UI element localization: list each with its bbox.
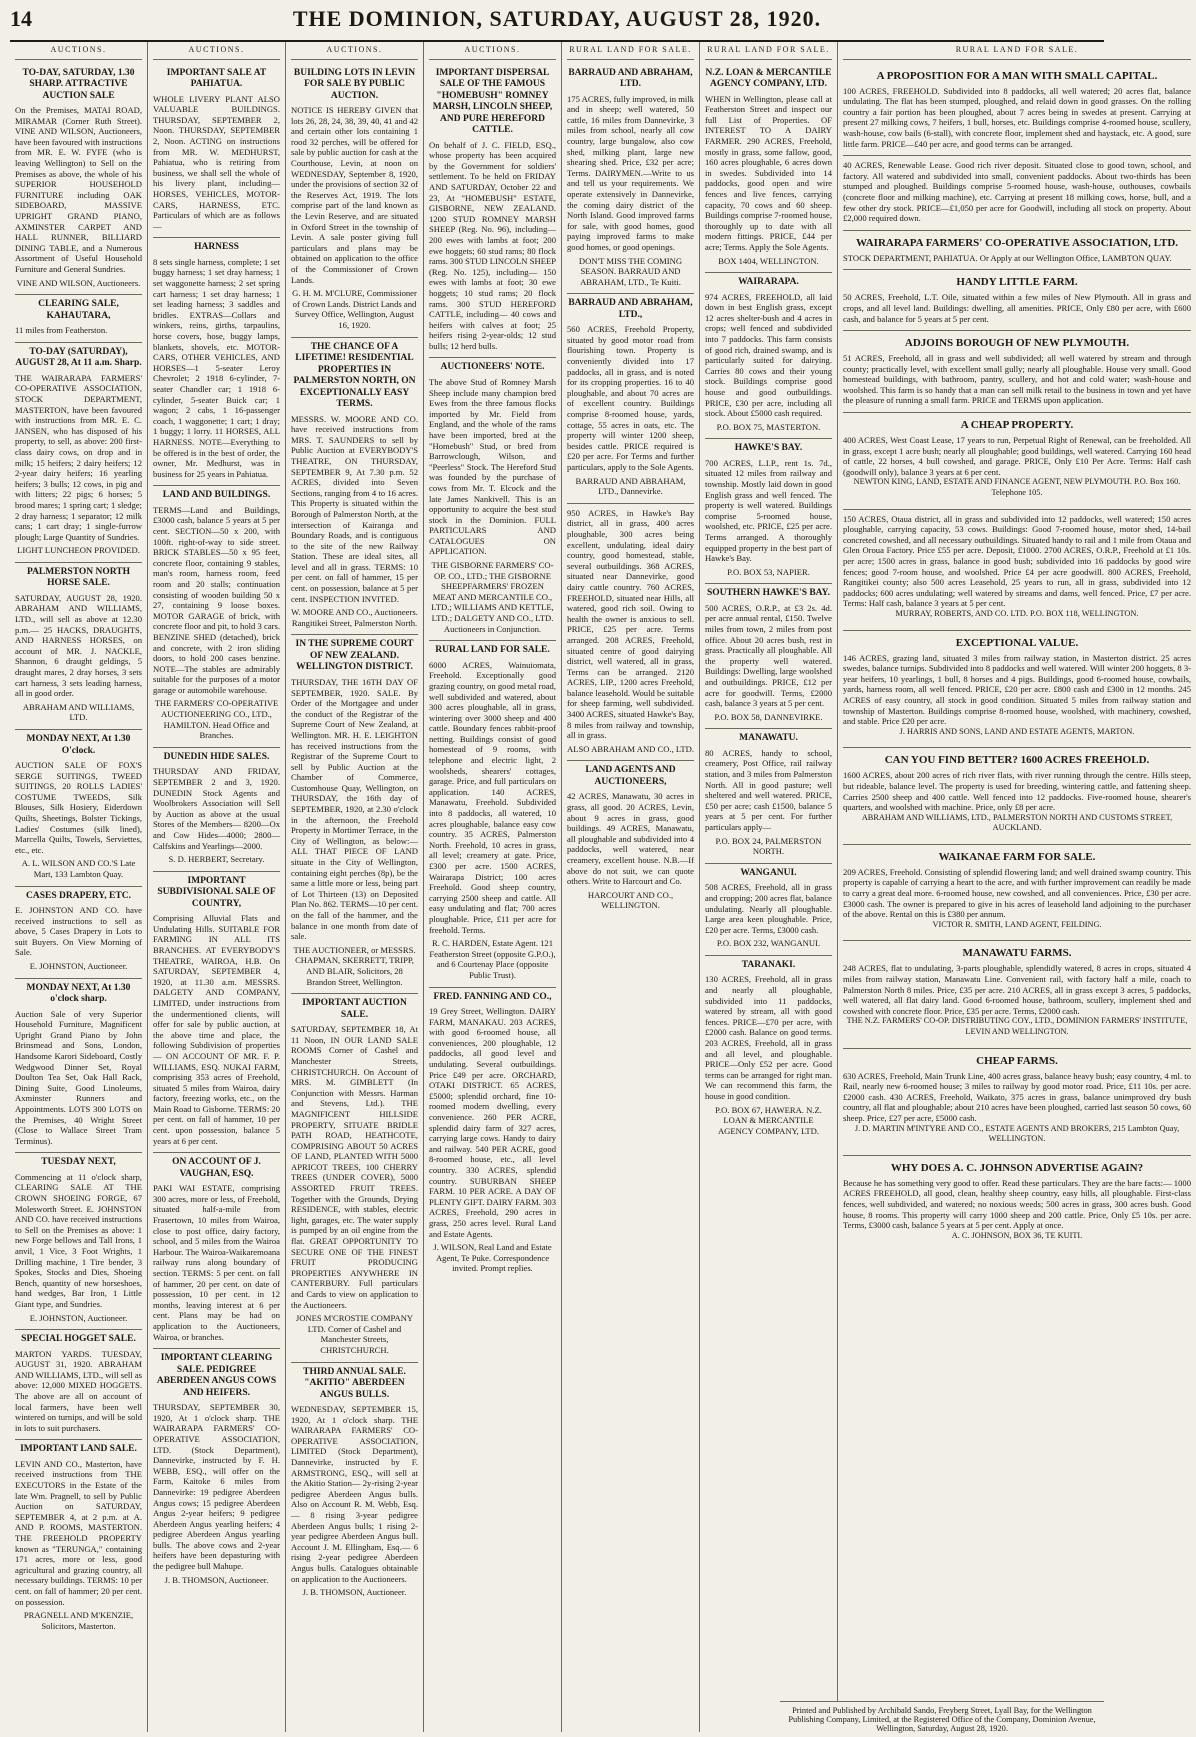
advertisement xyxy=(15,295,142,343)
advertisement xyxy=(429,641,556,987)
ad-body: SATURDAY, AUGUST 28, 1920. ABRAHAM AND WILLIAMS, LTD., will sell as above at 12.30 p.m.— 25 HACKS, DRAUGHTS, AND HARNESS HORSES, on account of MR. J. NACKLE, Shannon, 6 draught geldings, 5 draught mares, 2 dray horses, 3 sets cart harness, 3 sets leading harness, all in good order. xyxy=(15,592,142,699)
ad-body: THURSDAY, THE 16TH DAY OF SEPTEMBER, 1920. SALE. By Order of the Mortgagee and under the conduct of the Registrar of the Supreme Court of New Zealand, at Wellington. MR. H. E. LEIGHTON has received instructions from the Registrar of the Supreme Court to sell by Public Auction at the Chamber of Commerce, Customhouse Quay, Wellington, on THURSDAY, the 16th day of SEPTEMBER, 1920, at 2.30 o'clock in the afternoon, the Freehold Property in Mortimer Terrace, in the City of Wellington, as below:— ALL THAT PIECE OF LAND situate in the City of Wellington, containing eight perches (8p), be the same a little more or less, being part of Lot Thirteen (13) on Deposited Plan No. 862. TERMS—10 per cent. on the fall of the hammer, and the balance in one month from date of sale. xyxy=(291,676,418,942)
ad-title: PALMERSTON NORTH HORSE SALE. xyxy=(26,566,131,589)
ad-body: The above Stud of Romney Marsh Sheep include many champion bred Ewes from the three famous flocks imported by Mr. Field from England, and the whole of the rams have been imported, bred at the "Homebush" Stud, or bred from Barrowclough, Wilson, and "Peerless" Stock. The Hereford Stud was founded by the purchase of cows from Mr. T. Elcock and the late James Nankivell. This is an opportunity to acquire the best stud stock in the Dominion. FULL PARTICULARS AND CATALOGUES ON APPLICATION. xyxy=(429,376,556,557)
ad-body: WEDNESDAY, SEPTEMBER 15, 1920, At 1 o'clock sharp. THE WAIRARAPA FARMERS' CO-OPERATIVE ASSOCIATION, LIMITED (Stock Department), Dannevirke, instructed by F. ARMSTRONG, ESQ., will sell at the Akitio Station— 2y-rising 2-year pedigree Aberdeen Angus bulls. Also on Account R. M. Webb, Esq.— 8 rising 3-year pedigree Aberdeen Angus bulls; 1 rising 2-year pedigree Aberdeen Angus bull. Account J. M. Ellingham, Esq.— 6 rising 2-year pedigree Aberdeen Angus bulls. Catalogues obtainable on application to the Auctioneers. xyxy=(291,1404,418,1584)
ad-body: 209 ACRES, Freehold. Consisting of splendid flowering land; and well drained swamp country. This property is capable of carrying a heart to the acre, and with further improvement can readily be made to carry a great deal more. 6-roomed house, new cowshed, and all conveniences. Price, £30 per acre. £3000 cash. The owner is prepared to give in his acres of leasehold land adjoining to the purchaser of the above. Rental on this is £380 per annum. xyxy=(843,866,1191,920)
ad-body: E. JOHNSTON AND CO. have received instructions to sell as above, 5 Cases Drapery in Lots to suit Buyers. On View Morning of Sale. xyxy=(15,905,142,958)
ad-body: LEVIN AND CO., Masterton, have received instructions from THE EXECUTORS in the Estate of the late Wm. Pragnell, to sell by Public Auction on SATURDAY, SEPTEMBER 4, at 2 p.m. at A. AND P. ROOMS, MASTERTON. THE FREEHOLD PROPERTY known as "TERUNGA," containing 171 acres, more or less, good agricultural and grazing country, all necessary buildings. TERMS: 10 per cent. on fall of hammer; 20 per cent. on possession. xyxy=(15,1458,142,1607)
ad-body: 400 ACRES, West Coast Lease, 17 years to run, Perpetual Right of Renewal, can be freeholded. All in grass, except 1 acre bush; nearly all ploughable; good buildings, well watered. Carrying 160 head of cattle, 22 horses, 4 bull cowshed, and garage. PRICE, Only £10 Per Acre. Terms: Half cash (goodwill only), balance 3 years at 6 per cent. xyxy=(843,435,1191,477)
masthead xyxy=(10,6,1104,42)
ad-title: BARRAUD AND ABRAHAM, LTD. xyxy=(568,67,693,90)
advertisement xyxy=(153,238,280,486)
advertisement xyxy=(705,956,832,1142)
ad-body: STOCK DEPARTMENT, PAHIATUA. Or Apply at our Wellington Office, LAMBTON QUAY. xyxy=(843,252,1172,263)
ad-title: LAND AND BUILDINGS. xyxy=(162,490,271,501)
ad-body: Comprising Alluvial Flats and Undulating Hills. SUITABLE FOR FARMING IN ALL ITS BRANCHES. AT EVERYBODY'S THEATRE, WAIROA, H.B. On SATURDAY, SEPTEMBER 4, 1920, at 11.30 a.m. MESSRS. DALGETY AND COMPANY, LIMITED, under instructions from the undermentioned clients, will offer for sale by public auction, at the above time and place, the following Subdivision of properties— ON ACCOUNT OF MR. F. P. WILLIAMS, ESQ. NUKAI FARM, comprising 353 acres of Freehold, situated 5 miles from Wairoa, dairy factory, freezing works, etc., on the Main Road to Gisborne. TERMS: 20 per cent. on fall of hammer, 10 per cent. upon possession, balance 5 years at 6 per cent. xyxy=(153,913,280,1146)
column-1 xyxy=(10,42,148,1732)
advertisement xyxy=(843,941,1191,1048)
advertisement xyxy=(843,1049,1191,1156)
ad-body: Commencing at 11 o'clock sharp, CLEARING SALE AT THE CROWN SHOEING FORGE, 67 Molesworth Street. E. JOHNSTON AND CO. have received instructions to Sell on the Premises as above: 1 new Forge bellows and Tall Irons, 1 anvil, 1 Vice, 3 Foot Wrights, 1 Drilling machine, 1 Tire bender, 3 Spokes, Stocks and Dies, Shoeing Bench, quantity of new horseshoes, hand wedges, Bar Iron, 1 Little Giant type, and Sundries. xyxy=(15,1171,142,1309)
advertisement xyxy=(843,331,1191,413)
column-7 xyxy=(838,42,1196,1732)
ad-signature: J. D. MARTIN M'INTYRE AND CO., ESTATE AGENTS AND BROKERS, 215 Lambton Quay, WELLINGTON. xyxy=(854,1123,1180,1144)
ad-body: 146 ACRES, grazing land, situated 3 miles from railway station, in Masterton district. 25 acres swedes, balance turnips. Subdivided into 8 paddocks and well watered. Will winter 200 hoggets, 8 3-year heifers, 10 yearlings, 1 bull, 8 horses and 4 pigs. Buildings, good 6-roomed house, cowbails, yards, harness room, all well fenced. PRICE, £20 per acre. £800 cash and £300 in 12 months. 245 ACRES of easy country, all stock in good condition. Situated 5 miles from railway station and township of Masterton. Buildings comprise 8-roomed house, woolshed, with machinery, cowshed, and stable. Price £20 per acre. xyxy=(843,652,1191,727)
ad-title: THE CHANCE OF A LIFETIME! RESIDENTIAL PROPERTIES IN PALMERSTON NORTH, ON EXCEPTIONALLY EASY TERMS. xyxy=(293,341,416,410)
advertisement xyxy=(843,631,1191,749)
ad-body: 508 ACRES, Freehold, all in grass and cropping; 200 acres flat, balance undulating. Nearly all ploughable. Large area keen ploughable. Price, £20 per acre. Terms, £3000 cash. xyxy=(705,882,832,935)
ad-signature: J. WILSON, Real Land and Estate Agent, Te Puke. Correspondence invited. Prompt replies. xyxy=(433,1242,552,1274)
ad-body: 150 ACRES, Otaua district, all in grass and subdivided into 12 paddocks, well watered; 150 acres ploughable, carrying capacity, 53 cows. Buildings: Good 7-roomed house, motor shed, 14-bail concreted cowshed, and all necessary outbuildings. Situated handy to rail and 1 mile from Otaua and Glen Oroua Factory. Price £55 per acre. Deposit, £1000. 2700 ACRES, O.R.P., Freehold at £1 10s. per acre; 1500 acres in grass, balance in good bush; subdivided into 16 paddocks by good wire fences; good 7-room house, and woolshed. Price £4 per acre goodwill. 800 ACRES, Freehold, Rangitikei county; also 500 acres Leasehold, 25 years to run, all in grass, subdivided into 12 paddocks; 600 acres undulating; well watered by streams and dams, well fenced. Price, £7 per acre. Terms: Half cash, balance 3 years at 5 per cent. xyxy=(843,513,1191,609)
column-heading: RURAL LAND FOR SALE. xyxy=(567,42,694,60)
ad-body: 11 miles from Featherston. xyxy=(15,325,108,336)
advertisement xyxy=(843,156,1191,231)
ad-body: 700 ACRES, L.I.P., rent 1s. 7d., situated 12 miles from railway and township. Mostly laid down in good English grass and well fenced. The property is well watered. Buildings comprise 5-roomed house, woolshed, etc. PRICE, £25 per acre. Terms arranged. A thoroughly equipped property in the best part of Hawke's Bay. xyxy=(705,457,832,564)
advertisement xyxy=(429,358,556,641)
advertisement xyxy=(153,1349,280,1591)
advertisement xyxy=(291,64,418,338)
ad-signature: LIGHT LUNCHEON PROVIDED. xyxy=(17,545,140,556)
column-4 xyxy=(424,42,562,1732)
ad-title: WANGANUI. xyxy=(740,867,797,878)
ad-title: ADJOINS BOROUGH OF NEW PLYMOUTH. xyxy=(904,337,1130,350)
ad-signature: G. H. M. M'CLURE, Commissioner of Crown Lands. District Lands and Survey Office, Wellington, August 16, 1920. xyxy=(292,288,417,330)
ad-title: IMPORTANT SUBDIVISIONAL SALE OF COUNTRY, xyxy=(157,875,276,909)
ad-signature: THE FARMERS' CO-OPERATIVE AUCTIONEERING CO., LTD., HAMILTON. Head Office and Branches. xyxy=(154,698,279,741)
ad-title: MONDAY NEXT, At 1.30 O'clock. xyxy=(26,734,131,756)
advertisement xyxy=(15,887,142,979)
ad-signature: W. MOORE AND CO., Auctioneers. Rangitikei Street, Palmerston North. xyxy=(291,607,418,628)
ad-title: WHY DOES A. C. JOHNSON ADVERTISE AGAIN? xyxy=(890,1161,1144,1174)
ad-signature: A. L. WILSON AND CO.'S Late Mart, 133 Lambton Quay. xyxy=(21,858,136,879)
ad-body: 560 ACRES, Freehold Property, situated by good motor road from flourishing town. Property is conveniently divided into 17 paddocks, all in grass, and is noted for its cropping properties. 16 to 40 ploughable, and about 70 acres are of excellent country. Buildings comprise 8-roomed house, yards, cottage, 55 acres in oats, etc. The property will winter 1200 sheep, besides cattle. PRICE required is £20 per acre. For Terms and further particulars, apply to the Sole Agents. xyxy=(567,324,694,472)
ad-signature: J. HARRIS AND SONS, LAND AND ESTATE AGENTS, MARTON. xyxy=(899,726,1135,736)
ad-title: IN THE SUPREME COURT OF NEW ZEALAND. WELLINGTON DISTRICT. xyxy=(295,639,414,673)
column-heading: RURAL LAND FOR SALE. xyxy=(705,42,832,60)
ad-title: BARRAUD AND ABRAHAM, LTD., xyxy=(568,298,693,320)
advertisement xyxy=(705,439,832,584)
advertisement xyxy=(705,64,832,274)
column-2 xyxy=(148,42,286,1732)
ad-signature: JONES M'CROSTIE COMPANY LTD. Corner of Cashel and Manchester Streets, CHRISTCHURCH. xyxy=(295,1313,414,1355)
ad-body: 19 Grey Street, Wellington. DAIRY FARM, MANAKAU. 203 ACRES, with good 6-roomed house, all conveniences, 200 ploughable, 12 paddocks, all good level and undulating. Several outbuildings. Price £49 per acre. ORCHARD, OTAKI DISTRICT. 65 ACRES, £5000; splendid orchard, fine 10-roomed modern dwelling, every convenience. 260 PER ACRE, splendid dairy farm of 327 acres, carrying large cows. Handy to dairy and railway. 540 PER ACRE, good 8-roomed house, etc., all level country. 330 ACRES, splendid country. SUBURBAN SHEEP FARM. 10 PER ACRE. A DAY OF PLENTY GIFT. DAIRY FARM. 303 ACRES, Freehold, 290 acres in grass, 250 acres level. Rural Land and Estate Agents. xyxy=(429,1006,556,1239)
ad-signature: ALSO ABRAHAM AND CO., LTD. xyxy=(567,743,694,754)
advertisement xyxy=(15,1330,142,1440)
ad-signature: THE GISBORNE FARMERS' CO-OP. CO., LTD.; THE GISBORNE SHEEPFARMERS' FROZEN MEAT AND MERCANTILE CO., LTD.; WILLIAMS AND KETTLE, LTD.; DALGETY AND CO., LTD. Auctioneers in Conjunction. xyxy=(431,560,554,634)
ad-title: SOUTHERN HAWKE'S BAY. xyxy=(706,588,831,599)
ad-signature: J. B. THOMSON, Auctioneer. xyxy=(164,1574,269,1585)
ad-title: CLEARING SALE, KAHAUTARA, xyxy=(38,299,119,321)
ad-body: WHOLE LIVERY PLANT ALSO VALUABLE BUILDINGS. THURSDAY, SEPTEMBER 2, Noon. THURSDAY, SEPTEMBER 2, Noon. ACTING on instructions from MR. W. MEDHURST, Pahiatua, who is retiring from business, we shall sell the whole of his livery plant, including— HORSES, VEHICLES, MOTOR-CARS, HARNESS, ETC. Particulars of which are as follows— xyxy=(153,93,280,231)
ad-title: IMPORTANT LAND SALE. xyxy=(20,1444,137,1455)
ad-title: WAIRARAPA FARMERS' CO-OPERATIVE ASSOCIATION, LTD. xyxy=(855,236,1179,249)
advertisement xyxy=(15,1153,142,1330)
advertisement xyxy=(153,64,280,239)
advertisement xyxy=(291,338,418,636)
advertisement xyxy=(705,729,832,863)
advertisement xyxy=(567,64,694,295)
ad-signature: P.O. BOX 58, DANNEVIRKE. xyxy=(714,711,823,722)
newspaper-title: THE DOMINION, SATURDAY, AUGUST 28, 1920. xyxy=(292,6,822,31)
ad-signature: P.O. BOX 53, NAPIER. xyxy=(727,566,810,577)
ad-title: A CHEAP PROPERTY. xyxy=(960,419,1074,432)
advertisement xyxy=(843,231,1191,271)
ad-body: THE WAIRARAPA FARMERS' CO-OPERATIVE ASSOCIATION, STOCK DEPARTMENT, MASTERTON, have been favoured with instructions from MR. E. C. JANSEN, who has disposed of his property, to sell, as above: 200 first-class dairy cows, on drop and in milk; 15 heifers; 2 dairy heifers; 12 2-year dairy heifers; 16 yearling heifers; 3 bulls; 12 cows, in pig and with litters; 22 pigs; 6 horses; 5 brood mares; 1 spring cart; 1 sledge; 2 dray harness; 1 separator; 12 milk cans; 1 cart dray; 1 single-furrow plough; Large Quantity of Sundries. xyxy=(15,372,142,542)
ad-body: SATURDAY, SEPTEMBER 18, At 11 Noon, IN OUR LAND SALE ROOMS Corner of Cashel and Manchester Streets, CHRISTCHURCH. On Account of MRS. M. GIMBLETT (In Conjunction with Messrs. Harman and Stevens, Ltd.). THE MAGNIFICENT HILLSIDE PROPERTY, SITUATE BRIDLE PATH ROAD, HEATHCOTE, COMPRISING ABOUT 50 ACRES OF LAND, PLANTED WITH 5000 APRICOT TREES, 100 CHERRY TREES (UNDER COVER), 5000 ASSORTED FRUIT TREES. Together with the Grounds, Drying RESIDENCE, with stables, electric light, garages, etc. The water supply is pumped by an oil engine from the flat. GREAT OPPORTUNITY TO SECURE ONE OF THE FINEST FRUIT PRODUCING PROPERTIES ANYWHERE IN CANTERBURY. Full particulars and Cards to view on application to the Auctioneers. xyxy=(291,1024,418,1310)
column-heading: AUCTIONS. xyxy=(15,42,142,60)
ad-body: 50 ACRES, Freehold, L.T. Oile, situated within a few miles of New Plymouth. All in grass and crops, and all level land. Buildings: dwelling, all amenities. PRICE, Only £80 per acre, with £600 cash, and balance for 5 years at 5 per cent. xyxy=(843,292,1191,324)
advertisement xyxy=(843,1156,1191,1252)
ad-signature: VINE AND WILSON, Auctioneers. xyxy=(16,277,141,288)
ad-body: MARTON YARDS. TUESDAY, AUGUST 31, 1920. ABRAHAM AND WILLIAMS, LTD., will sell as above: 12,000 MIXED HOGGETS. The above are all on account of local farmers, have been well wintered on turnips, and will be sold in lots to suit purchasers. xyxy=(15,1348,142,1433)
ad-signature: THE AUCTIONEER, or MESSRS. CHAPMAN, SKERRETT, TRIPP, AND BLAIR, Solicitors, 28 Brandon Street, Wellington. xyxy=(293,944,416,987)
advertisement xyxy=(567,294,694,504)
advertisement xyxy=(843,64,1191,157)
advertisement xyxy=(153,1153,280,1349)
advertisement xyxy=(843,270,1191,331)
advertisement xyxy=(429,64,556,359)
ad-signature: P.O. BOX 75, MASTERTON. xyxy=(716,421,821,432)
advertisement xyxy=(567,504,694,762)
ad-body: 42 ACRES, Manawatu, 30 acres in grass, all good. 20 ACRES, Levin, about 9 acres in grass, good buildings. 49 ACRES, Manawatu, all ploughable and subdivided into 4 paddocks, well watered, near creamery, excellent house. N.B.—If above do not suit, we can quote others. Write to Harcourt and Co. xyxy=(567,791,694,887)
ad-signature: ABRAHAM AND WILLIAMS, LTD., PALMERSTON NORTH AND CUSTOMS STREET, AUCKLAND. xyxy=(861,812,1173,833)
columns-container xyxy=(10,42,1191,1732)
advertisement xyxy=(291,1363,418,1604)
ad-signature: R. C. HARDEN, Estate Agent. 121 Featherston Street (opposite G.P.O.), and 6 Courtenay Place (opposite Public Trust). xyxy=(429,938,556,980)
ad-title: TUESDAY NEXT, xyxy=(41,1157,116,1168)
ad-signature: P.O. BOX 232, WANGANUI. xyxy=(716,938,821,949)
advertisement xyxy=(429,988,556,1280)
ad-body: 950 ACRES, in Hawke's Bay district, all in grass, 400 acres ploughable, 300 acres being excellent, undulating, ideal dairy country, good homestead, stable, several outbuildings. 368 ACRES, situated near Dannevirke, good dairy cattle country. 760 ACRES, FREEHOLD, situated near Hills, all watered, good rich soil. Owing to health the owner is anxious to sell. PRICE, £25 per acre. Terms arranged. 208 ACRES, Freehold, situated centre of good dairying district, well watered, all in grass, Terms can be arranged. 2120 ACRES, LIP., 1200 acres Freehold, balance leasehold. Would be suitable for sheep farming, well subdivided. 3400 ACRES, situated Hawke's Bay, 8 miles from railway and township, all in grass. xyxy=(567,507,694,741)
advertisement xyxy=(15,730,142,887)
column-heading: RURAL LAND FOR SALE. xyxy=(843,42,1191,60)
ad-body: On behalf of J. C. FIELD, ESQ., whose property has been acquired by the Government for soldiers' settlement. To be held on FRIDAY AND SATURDAY, October 22 and 23, At "HOMEBUSH" ESTATE, GISBORNE, NEW ZEALAND. 1200 STUD ROMNEY MARSH SHEEP (Reg. No. 96), including— 200 ewes with lambs at foot; 200 ewe hoggets; 60 stud rams; 80 flock rams. 300 STUD LINCOLN SHEEP (Reg. No. 125), including— 150 ewes with lambs at foot; 30 ewe hoggets; 10 stud rams; 20 flock rams. 300 STUD HEREFORD CATTLE, including— 40 cows and heifers with calves at foot; 25 heifers rising 2-year-olds; 12 stud bulls; 12 herd bulls. xyxy=(429,139,556,351)
ad-title: HARNESS xyxy=(194,242,239,253)
ad-body: On the Premises, MATAI ROAD, MIRAMAR (Corner Ruth Street). VINE AND WILSON, Auctioneers, have been favoured with instructions from MR. E. W. FYFE (who is leaving Wellington) to Sell on the Premises as above, the whole of his SUPERIOR HOUSEHOLD FURNITURE including OAK SIDEBOARD, MASSIVE UPRIGHT GRAND PIANO, AXMINSTER CARPET AND HALL RUNNER, BILLIARD DINING TABLE, and a Numerous Assortment of Useful Household Furniture and General Sundries. xyxy=(15,105,142,274)
ad-title: WAIKANAE FARM FOR SALE. xyxy=(938,850,1096,863)
advertisement xyxy=(567,761,694,917)
ad-title: THIRD ANNUAL SALE. "AKITIO" ABERDEEN ANGUS BULLS. xyxy=(303,1366,406,1400)
ad-signature: A. C. JOHNSON, BOX 36, TE KUITI. xyxy=(951,1230,1083,1240)
ad-title: BUILDING LOTS IN LEVIN FOR SALE BY PUBLIC AUCTION. xyxy=(293,67,416,101)
advertisement xyxy=(15,979,142,1154)
column-5 xyxy=(562,42,700,1732)
advertisement xyxy=(843,413,1191,510)
column-6 xyxy=(700,42,838,1732)
ad-body: THURSDAY, SEPTEMBER 30, 1920, At 1 o'clock sharp. THE WAIRARAPA FARMERS' CO-OPERATIVE ASSOCIATION, LTD. (Stock Department), Dannevirke, instructed by F. H. WEBB, ESQ., will offer on the Farm, Kaitoke 6 miles from Dannevirke: 19 pedigree Aberdeen Angus cows; 15 pedigree Aberdeen Angus 2-year heifers; 9 pedigree Aberdeen Angus yearling heifers; 4 pedigree Aberdeen Angus yearling bulls. The above cows and 2-year heifers have been depasturing with the pedigree bull Mahupe. xyxy=(153,1402,280,1572)
ad-title: TO-DAY (SATURDAY), AUGUST 28, At 11 a.m. Sharp. xyxy=(15,346,142,369)
ad-title: TARANAKI. xyxy=(741,959,796,970)
ad-body: 248 ACRES, flat to undulating, 3-parts ploughable, splendidly watered, 8 acres in crops, situated 4 miles from railway station, Manawatu Line. Convenient rail, with factory half a mile, coach to Palmerston North 8 miles. Price, £35 per acre. 210 ACRES, all in grass except 3 acres, 5 paddocks, well watered, all flat dairy land. Good 6-roomed house, bathroom, scullery, implement shed and cowshed with concrete floor. Price, £35 per acre. Terms, £2000 cash. xyxy=(843,963,1191,1016)
ad-signature: E. JOHNSTON, Auctioneer. xyxy=(29,961,128,971)
ad-body: NOTICE IS HEREBY GIVEN that lots 26, 28, 24, 38, 39, 40, 41 and 42 and certain other lots containing 1 rood 32 perches, will be offered for sale by public auction for cash at the Courthouse, Levin, at noon on WEDNESDAY, September 8, 1920, under the provisions of section 32 of the Reserves Act, 1919. The lots comprise part of the land known as the Levin Reserve, and are situated in Oxford Street in the township of Levin. A sale poster giving full particulars and plans may be obtained on application to the office of the Commissioner of Crown Lands. xyxy=(291,105,418,285)
ad-body: 175 ACRES, fully improved, in milk and in sheep; well watered, 50 cattle, 16 miles from Dannevirke, 3 miles from school, nearly all cow country, large bungalow, also cow shed, milking plant, large new shearing shed. Price, £32 per acre; Terms. DAIRYMEN.—Write to us and tell us your requirements. We operate extensively in Dannevirke, the coming dairy district of the North Island. Good improved farms for sale, with good homes, good paying improved farms to make good homes, or good openings. xyxy=(567,93,694,252)
ad-title: RURAL LAND FOR SALE. xyxy=(435,645,550,656)
advertisement xyxy=(843,510,1191,631)
column-heading: AUCTIONS. xyxy=(153,42,280,60)
ad-body: 6000 ACRES, Wainuiomata, Freehold. Exceptionally good grazing country, on good metal road, well subdivided and watered, about 300 acres ploughable, all in grass, wintering over 3000 sheep and 400 cattle. Boundary fences rabbit-proof netting. Buildings consist of good homestead of 9 rooms, with telephone and electric light, 2 woolsheds, shearers' cottages, garage. Price, and full particulars on application. 140 ACRES, Manawatu, Freehold. Subdivided into 8 paddocks, all watered, 10 acres ploughable, balance easy cow country. 35 ACRES, Palmerston North. Freehold, 10 acres in grass, all level; creamery at gate. Price, £300 per acre. 1500 ACRES, Wairarapa District; 100 acres Freehold. Good sheep country, carrying 2500 sheep and cattle. All easy undulating and flat; 700 acres ploughable. Price, £11 per acre for freehold. Terms. xyxy=(429,659,556,935)
advertisement xyxy=(705,273,832,439)
ad-body: 130 ACRES, Freehold, all in grass and nearly all ploughable, subdivided into 11 paddocks, watered by stream, all with good fences. PRICE—£70 per acre, with £2000 cash. Balance on good terms. 203 ACRES, Freehold, all in grass and all level, and ploughable. PRICE—Only £52 per acre. Good terms can be arranged for right man. We can recommend this farm, the house in good condition. xyxy=(705,974,832,1101)
ad-body: TERMS—Land and Buildings, £3000 cash, balance 5 years at 5 per cent. SECTION—50 x 200, with 100ft. right-of-way to side street. BRICK STABLES—50 x 95 feet, concrete floor, containing 9 stables, man's room, harness room, feed room and 20 stalls; continuation consisting of wooden building 50 x 27, containing 9 loose boxes. MOTOR GARAGE of brick, with concrete floor and pit, to hold 3 cars. BENZINE SHED (detached), brick and concrete, with 2 iron sliding doors, to hold 200 cases benzine. NOTE—The stables are admirably suitable for the purposes of a motor garage or automobile warehouse. xyxy=(153,504,280,695)
ad-signature: ABRAHAM AND WILLIAMS, LTD. xyxy=(22,701,135,723)
ad-body: 51 ACRES, Freehold, all in grass and well subdivided; all well watered by stream and through county; practically level, with excellent small gully; nearly all ploughable. House very small. Good homestead buildings, with bathroom, pantry, scullery, and hot and cold water; wash-house and woolshed. This farm is so handy that a man can sell milk retail to the business in town and yet have the pleasure of running a small farm. PRICE and TERMS upon application. xyxy=(843,353,1191,406)
ad-body: AUCTION SALE OF FOX'S SERGE SUITINGS, TWEED SUITINGS, 20 ROLLS LADIES' COSTUME TWEEDS, Silk Blouses, Silk Hosiery, Eiderdown Quilts, Sheetings, Bolster Tickings, Ladies' Costumes (silk lined), Marcella Quilts, Towels, Serviettes, etc., etc. xyxy=(15,760,142,855)
ad-signature: THE N.Z. FARMERS' CO-OP. DISTRIBUTING COY., LTD., DOMINION FARMERS' INSTITUTE, LEVIN AND WELLINGTON. xyxy=(846,1016,1188,1036)
ad-title: N.Z. LOAN & MERCANTILE AGENCY COMPANY, LTD. xyxy=(705,67,832,90)
advertisement xyxy=(705,584,832,729)
ad-title: IMPORTANT CLEARING SALE. PEDIGREE ABERDEEN ANGUS COWS AND HEIFERS. xyxy=(156,1353,277,1398)
advertisement xyxy=(843,845,1191,942)
ad-body: MESSRS. W. MOORE AND CO. have received instructions from MRS. T. SAUNDERS to sell by Public Auction at EVERYBODY'S THEATRE, ON THURSDAY, SEPTEMBER 9, At 7.30 p.m. 52 ACRES, divided into Seven Sections, ranging from 4 to 16 acres. This Property is situated within the Borough of Palmerston North, at the intersection of Kairanga and Boundary Roads, and is contiguous to the site of the new Railway Station. These are ideal sites, all level and all in grass. TERMS: 10 per cent. on fall of hammer, 15 per cent. on possession, balance at 5 per cent. INSPECTION INVITED. xyxy=(291,413,418,604)
ad-body: 80 ACRES, handy to school, creamery, Post Office, rail railway station, and 3 miles from Palmerston North. All in good pasture; well sheltered and well watered. PRICE, £50 per acre; cash £1500, balance 5 years at 5 per cent. For further particulars apply— xyxy=(705,747,832,833)
ad-signature: E. JOHNSTON, Auctioneer. xyxy=(29,1312,128,1323)
ad-title: EXCEPTIONAL VALUE. xyxy=(955,636,1079,649)
advertisement xyxy=(15,64,142,296)
column-heading: AUCTIONS. xyxy=(291,42,418,60)
advertisement xyxy=(843,748,1191,845)
ad-title: IMPORTANT DISPERSAL SALE OF THE FAMOUS "HOMEBUSH" ROMNEY MARSH, LINCOLN SHEEP, AND PURE HEREFORD CATTLE. xyxy=(432,67,553,136)
ad-signature: BARRAUD AND ABRAHAM, LTD., Dannevirke. xyxy=(575,475,686,497)
ad-title: FRED. FANNING AND CO., xyxy=(433,991,552,1002)
ad-signature: DON'T MISS THE COMING SEASON. BARRAUD AND ABRAHAM, LTD., Te Kuiti. xyxy=(578,255,683,287)
ad-body: Auction Sale of very Superior Household Furniture, Magnificent Upright Grand Piano by John Brinsmead and Sons, London, Handsome Karori Sideboard, Costly Wedgwood Dinner Set, Royal Doulton Tea Set, Oak Hall Rack, Dining Suite, Good Linoleums, Axminster Runners and Appointments. LOTS 300 LOTS on the Premises, 40 Wright Street (Close to Wallace Street Tram Terminus). xyxy=(15,1008,142,1146)
ad-body: 40 ACRES, Renewable Lease. Good rich river deposit. Situated close to good town, school, and factory. All watered and subdivided into small, convenient paddocks. About two-thirds has been stumped and ploughed. Buildings comprise 5-roomed house, wash-house, outhouses, cowbails (concrete floor and milking machine), etc. Carrying at present 18 milking cows, horse, bull, and a few other dry stock. PRICE—£1,050 per acre for Goodwill, including all stock on property. About £2,000 required down. xyxy=(843,160,1191,224)
advertisement xyxy=(291,635,418,994)
advertisement xyxy=(705,864,832,956)
ad-title: DUNEDIN HIDE SALES. xyxy=(163,751,270,762)
column-3 xyxy=(286,42,424,1732)
ad-title: IMPORTANT AUCTION SALE. xyxy=(302,998,407,1020)
ad-body: 8 sets single harness, complete; 1 set buggy harness; 1 set dray harness; 1 set waggonette harness; 2 set spring cart harness; 1 set dray harness; 1 set leading harness; 3 saddles and bridles. EXTRAS—Collars and winkers, reins, girths, tarpaulins, horse covers, hose, buggy lamps, blankets, shovels, etc. MOTOR-CARS, OTHER VEHICLES, AND HORSES—1 5-seater Leroy Chevrolet; 2 1918 6-cylinder, 7-seater Chandler car; 1 1918 6-cylinder, 5-seater Buick car; 1 wagon; 2 cabs, 1 16-passenger coach, 1 waggonette; 1 cart; 1 dray; 1 buggy; 1 lorry. 11 HORSES, ALL HARNESS. NOTE—Everything to be offered is in the best of order, the owner, Mr. Medhurst, was in business for 25 years in Pahiatua. xyxy=(153,256,280,479)
ad-body: 500 ACRES, O.R.P., at £3 2s. 4d. per acre annual rental, £150. Twelve miles from town, 2 miles from post office. About 20 acres bush, rest in grass. Practically all ploughable. All the property well watered. Buildings: Dwelling, large woolshed and outbuildings. PRICE, £12 per acre for goodwill. Terms, £2000 cash, balance 3 years at 5 per cent. xyxy=(705,602,832,709)
ad-title: ON ACCOUNT OF J. VAUGHAN, ESQ. xyxy=(172,1157,261,1179)
ad-signature: J. B. THOMSON, Auctioneer. xyxy=(302,1587,407,1598)
ad-title: AUCTIONEERS' NOTE. xyxy=(440,362,545,373)
ad-title: MANAWATU. xyxy=(739,733,798,744)
ad-signature: S. D. HERBERT, Secretary. xyxy=(168,854,265,865)
ad-title: HAWKE'S BAY. xyxy=(734,443,803,454)
ad-title: LAND AGENTS AND AUCTIONEERS, xyxy=(585,765,676,787)
ad-title: CAN YOU FIND BETTER? 1600 ACRES FREEHOLD. xyxy=(884,754,1150,767)
ad-signature: P.O. BOX 24, PALMERSTON NORTH. xyxy=(715,835,822,857)
ad-body: PAKI WAI ESTATE, comprising 300 acres, more or less, of Freehold, situated half-a-mile from Frasertown, 10 miles from Wairoa, close to post office, dairy factory, school, and 5 miles from the Wairoa Harbour. The Wairoa-Waikaremoana railway runs along boundary of section. TERMS: 5 per cent. on fall of hammer, 20 per cent. on date of possession, 10 per cent. in 12 months, leaving interest at 6 per cent. Plans may be had on application to the Auctioneers, Wairoa, or branches. xyxy=(153,1183,280,1342)
advertisement xyxy=(153,872,280,1154)
ad-signature: HARCOURT AND CO., WELLINGTON. xyxy=(587,889,674,911)
ad-body: 974 ACRES, FREEHOLD, all laid down in best English grass, except 12 acres shelter-bush and 4 acres in crops; well fenced and subdivided into 7 paddocks. This farm consists of good rich, drained swamp, and is particularly suited for dairying. Carries 80 cows and their young stock. Buildings comprise good house and good outbuildings. PRICE, £30 per acre, including all stock. About £5000 cash required. xyxy=(705,291,832,419)
ad-title: IMPORTANT SALE AT PAHIATUA. xyxy=(166,67,267,90)
ad-body: THURSDAY AND FRIDAY, SEPTEMBER 2 and 3, 1920. DUNEDIN Stock Agents and Woolbrokers Association will Sell by Auction as above at the usual Stores of the Members— 8200—Ox and Cow Hides—4000; 2800—Calfskins and Yearlings—2000. xyxy=(153,766,280,851)
ad-signature: BOX 1404, WELLINGTON. xyxy=(718,255,819,266)
advertisement xyxy=(153,486,280,748)
ad-body: 100 ACRES, FREEHOLD. Subdivided into 8 paddocks, all well watered; 20 acres flat, balance undulating. The flat has been stumped, ploughed, and relaid down in good grasses. On the rolling country a fair portion has been ploughed, about 7 acres being in swedes at present. Carrying at present 27 milking cows, 7 heifers, 1 bull, horses, etc. Buildings comprise 4-roomed house, scullery, wash-house, cow bails (6-stall), with concrete floor, implement shed and haystack, etc. A good, sure little farm. PRICE—£40 per acre, and good terms can be arranged. xyxy=(843,85,1191,149)
ad-signature: NEWTON KING, LAND, ESTATE AND FINANCE AGENT, NEW PLYMOUTH. P.O. Box 160. Telephone 105. xyxy=(853,477,1181,498)
ad-title: CASES DRAPERY, ETC. xyxy=(26,890,131,901)
page-number: 14 xyxy=(10,6,32,31)
ad-title: A PROPOSITION FOR A MAN WITH SMALL CAPITAL. xyxy=(876,69,1158,82)
advertisement xyxy=(15,343,142,563)
ad-title: WAIRARAPA. xyxy=(738,277,799,288)
ad-body: Because he has something very good to offer. Read these particulars. They are the bare facts:— 1000 ACRES FREEHOLD, all good, clean, healthy sheep country, easy hills, all ploughable. First-class fences, well subdivided, and watered; no noxious weeds; 500 acres in grass, 300 acres bush. Good house, 8 rooms. This property will carry 1000 sheep and 200 cattle. Price, Only £5 10s. per acre. Terms, £3000 cash, balance 5 years at 5 per cent. Apply at once. xyxy=(843,1177,1191,1231)
ad-title: HANDY LITTLE FARM. xyxy=(956,276,1078,289)
advertisement xyxy=(15,1440,142,1637)
ad-title: MANAWATU FARMS. xyxy=(962,947,1072,960)
advertisement xyxy=(291,994,418,1362)
ad-body: WHEN in Wellington, please call at Featherston Street and inspect our full List of Properties. OF INTEREST TO A DAIRY FARMER. 290 ACRES, Freehold, mostly in grass, some fallow, good, 160 acres ploughable, 6 acres down in swedes. Subdivided into 14 paddocks, good open and wire fences and live fences, carrying capacity, 70 cows and 60 sheep. Buildings comprise 7-roomed house, thoroughly up to date with all modern fittings. PRICE, £44 per acre; Terms. Apply the Sole Agents. xyxy=(705,93,832,252)
ad-signature: MURRAY, ROBERTS, AND CO. LTD. P.O. BOX 118, WELLINGTON. xyxy=(895,608,1139,618)
advertisement xyxy=(153,748,280,872)
imprint-footer: Printed and Published by Archibald Sando, Freyberg Street, Lyall Bay, for the Wellington Publishing Company, Limited, at the Registered Office of the Company, Dominion Avenue, Wellington, Saturday, August 28, 1920. xyxy=(780,1701,1104,1733)
ad-body: 630 ACRES, Freehold, Main Trunk Line, 400 acres grass, balance heavy bush; easy country, 4 ml. to Rail, nearly new 6-roomed house; 3 miles to railway by good motor road. Price, £11 10s. per acre. £2000 cash. 430 ACRES, Freehold, Waikato, 375 acres in grass, balance unimproved dry bush country, all flat and ploughable; about 210 acres have been ploughed, carried last season 50 cows, 60 sheep. Price, £27 per acre, £5000 cash. xyxy=(843,1070,1191,1123)
ad-title: SPECIAL HOGGET SALE. xyxy=(21,1334,136,1345)
ad-title: CHEAP FARMS. xyxy=(976,1054,1058,1067)
ad-title: TO-DAY, SATURDAY, 1.30 SHARP. ATTRACTIVE AUCTION SALE xyxy=(22,67,135,101)
ad-body: 1600 ACRES, about 200 acres of rich river flats, with river running through the centre. Hills steep, but rideable, balance level. The property is used for breeding, wintering cattle, and fattening sheep. Carries 2500 sheep and 400 cattle. Well fenced into 12 paddocks. Five-roomed house, shearer's quarters, and woolshed with machine. Price, only £8 per acre. xyxy=(843,770,1191,813)
column-heading: AUCTIONS. xyxy=(429,42,556,60)
ad-signature: VICTOR R. SMITH, LAND AGENT, FEILDING. xyxy=(932,919,1102,929)
ad-signature: PRAGNELL AND M'KENZIE, Solicitors, Masterton. xyxy=(23,1610,134,1631)
ad-signature: P.O. BOX 67, HAWERA. N.Z. LOAN & MERCANTILE AGENCY COMPANY, LTD. xyxy=(715,1104,822,1136)
advertisement xyxy=(15,563,142,730)
ad-title: MONDAY NEXT, At 1.30 o'clock sharp. xyxy=(26,982,131,1005)
